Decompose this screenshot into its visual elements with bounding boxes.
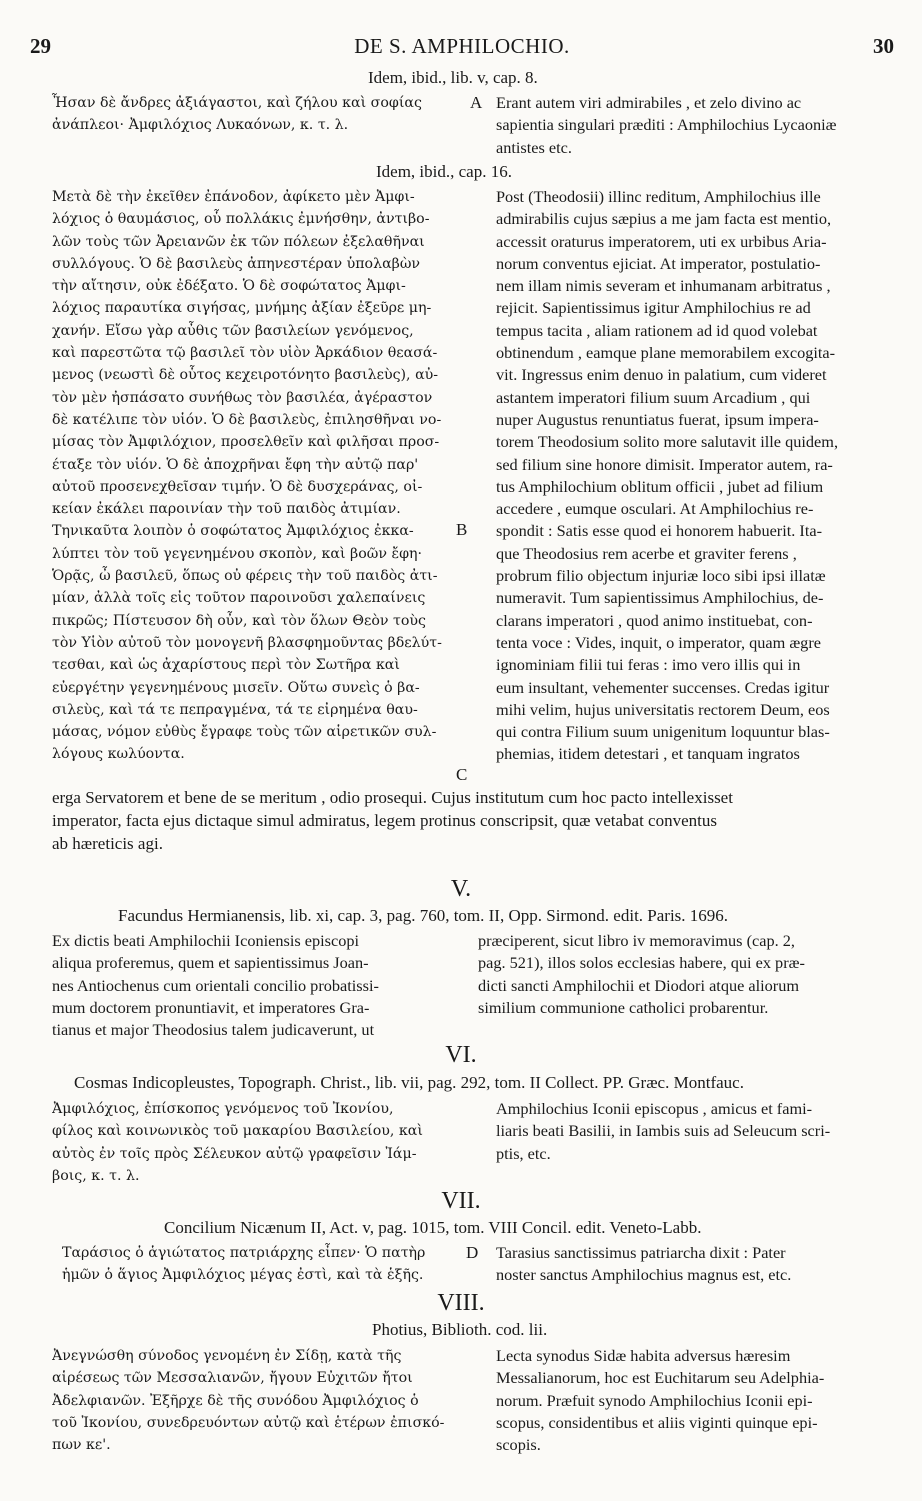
text-line: probrum filio objectum injuriæ loco sibi ipsi illatæ — [496, 566, 826, 586]
text-line: τὴν αἴτησιν, οὐκ ἐδέξατο. Ὁ δὲ σοφώτατος Ἀμφι- — [52, 278, 406, 295]
source-citation-iv-2: Idem, ibid., cap. 16. — [376, 162, 512, 181]
text-line: χανήν. Εἴσω γὰρ αὖθις τῶν βασιλείων γενόμενος, — [52, 322, 414, 339]
text-line: Ἀνεγνώσθη σύνοδος γενομένη ἐν Σίδῃ, κατὰ τῆς — [52, 1348, 402, 1364]
text-line: imperator, facta ejus dictaque simul admiratus, legem protinus conscripsit, quæ vetabat conventus — [52, 811, 717, 830]
text-line: μενος (νεωστὶ δὲ οὗτος κεχειροτόνητο βασιλεὺς), αὐ- — [52, 367, 439, 384]
text-line: Ἀδελφιανῶν. Ἐξῆρχε δὲ τῆς συνόδου Ἀμφιλόχιος ὁ — [52, 1392, 419, 1409]
margin-letter-b: B — [456, 520, 468, 539]
text-line: Erant autem viri admirabiles , et zelo divino ac — [496, 93, 802, 112]
text-line: liaris beati Basilii, in Iambis suis ad Seleucum scri- — [496, 1121, 831, 1141]
text-line: antistes etc. — [496, 137, 572, 157]
greek-text-iv-2 — [52, 186, 466, 766]
text-line: nes Antiochenus cum orientali concilio probatissi- — [52, 975, 379, 995]
text-line: λόχιος παραυτίκα σιγήσας, μνήμης ἀξίαν ἐξεῦρε μη- — [52, 300, 432, 317]
text-line: mum doctorem pronuntiavit, et imperatores Gra- — [52, 997, 370, 1017]
text-line: Amphilochius Iconii episcopus , amicus et fami- — [496, 1099, 813, 1118]
text-line: que Theodosius rem acerbe et graviter ferens , — [496, 543, 797, 563]
text-line: δὲ κατέλιπε τὸν υἱόν. Ὁ δὲ βασιλεὺς, ἐπιλησθῆναι νο- — [52, 411, 442, 428]
text-line: λόγους κωλύοντα. — [52, 746, 185, 763]
text-line: μίαν, ἀλλὰ τοῖς εἰς τοῦτον παροινοῦσι χαλεπαίνεις — [52, 590, 426, 607]
text-line: εὐεργέτην γεγενημένους μισεῖν. Οὕτω συνεὶς ὁ βα- — [52, 679, 420, 696]
text-line: τὸν Υἱὸν αὐτοῦ τὸν μονογενῆ βλασφημοῦντας βδελύτ- — [52, 634, 442, 651]
text-line: αὐτὸς ἐν τοῖς πρὸς Σέλευκον αὐτῷ γραφεῖσιν Ἰάμ- — [52, 1145, 417, 1162]
text-line: πικρῶς; Πίστευσον δὴ οὖν, καὶ τὸν ὅλων Θεὸν τοὺς — [52, 612, 426, 629]
text-line: nuper Augustus renuntiatus fuerat, ipsum impera- — [496, 409, 819, 429]
section-numeral-v: V. — [450, 876, 472, 902]
text-line: σιλεὺς, καὶ τά τε πεπραγμένα, τά τε εἰρημένα θαυ- — [52, 701, 418, 718]
text-line: ptis, etc. — [496, 1143, 551, 1163]
greek-text-iv-1 — [52, 92, 466, 137]
text-line: pag. 521), illos solos ecclesias habere, qui ex præ- — [478, 953, 805, 973]
text-line: ab hæreticis agi. — [52, 834, 163, 853]
text-line: τὸν μὲν ἠσπάσατο συνήθως τὸν βασιλέα, ἀγέραστον — [52, 389, 433, 406]
latin-text-vi — [496, 1098, 880, 1165]
page-number-left: 29 — [30, 34, 51, 58]
text-line: clarans imperatori , quod animo instituebat, con- — [496, 610, 813, 630]
text-line: tempus tacita , aliam rationem ad id quod volebat — [496, 320, 818, 340]
text-line: torem Theodosium solito more salutavit ille quidem, — [496, 432, 839, 452]
latin-text-vii — [496, 1242, 880, 1287]
text-line: phemias, itidem detestari , et tanquam ingratos — [496, 744, 800, 764]
source-citation-viii: Photius, Biblioth. cod. lii. — [372, 1320, 548, 1339]
greek-text-vi — [52, 1098, 466, 1187]
text-line: αὐτοῦ προσενεχθεῖσαν τιμήν. Ὁ δὲ δυσχεράνας, οἰ- — [52, 478, 423, 495]
text-line: nem illam nimis severam et inhumanam arbitratus , — [496, 276, 831, 296]
text-line: qui contra Filium suum unigenitum loquuntur blas- — [496, 722, 830, 742]
text-line: Tarasius sanctissimus patriarcha dixit : Pater — [496, 1243, 786, 1262]
text-line: πων κε'. — [52, 1437, 111, 1454]
running-title: DE S. AMPHILOCHIO. — [354, 34, 570, 58]
text-line: norum conventus ejiciat. At imperator, postulatio- — [496, 253, 821, 273]
source-citation-vi: Cosmas Indicopleustes, Topograph. Christ., lib. vii, pag. 292, tom. II Collect. PP. Græc. Montfauc. — [74, 1073, 744, 1092]
text-line: λῶν τοὺς τῶν Ἀρειανῶν ἐκ τῶν πόλεων ἐξελαθῆναι — [52, 233, 425, 250]
source-citation-vii: Concilium Nicænum II, Act. v, pag. 1015, tom. VIII Concil. edit. Veneto-Labb. — [164, 1218, 702, 1237]
text-line: Messalianorum, hoc est Euchitarum seu Adelphia- — [496, 1368, 825, 1388]
text-line: έταξε τὸν υἱόν. Ὁ δὲ ἀποχρῆναι ἔφη τὴν αὐτῷ παρ' — [52, 456, 419, 473]
text-line: rejicit. Sapientissimus igitur Amphilochius re ad — [496, 298, 811, 318]
text-line: eum insultant, vehementer succenses. Credas igitur — [496, 677, 830, 697]
text-line: obtinendum , eamque plane memorabilem excogita- — [496, 343, 836, 363]
latin-text-iv-2 — [496, 186, 880, 766]
text-line: τοῦ Ἰκονίου, συνεδρευόντων αὐτῷ καὶ ἑτέρων ἐπισκό- — [52, 1414, 445, 1431]
section-numeral-vi: VI. — [445, 1042, 477, 1068]
text-line: Lecta synodus Sidæ habita adversus hæresim — [496, 1346, 791, 1365]
text-line: tus Amphilochium oblitum officii , jubet ad filium — [496, 476, 824, 496]
latin-text-iv-1 — [496, 92, 880, 159]
text-line: scopus, considentibus et aliis viginti quinque epi- — [496, 1412, 818, 1432]
section-numeral-viii: VIII. — [437, 1290, 485, 1316]
text-line: dicti sancti Amphilochii et Diodori atque aliorum — [478, 975, 800, 995]
text-line: Ἀμφιλόχιος, ἐπίσκοπος γενόμενος τοῦ Ἰκονίου, — [52, 1101, 394, 1117]
greek-text-vii — [62, 1242, 466, 1287]
text-line: similium communione catholici probarentur. — [478, 997, 769, 1017]
source-citation-iv-1: Idem, ibid., lib. v, cap. 8. — [368, 68, 538, 87]
source-citation-v: Facundus Hermianensis, lib. xi, cap. 3, pag. 760, tom. II, Opp. Sirmond. edit. Paris. 1696. — [118, 906, 729, 925]
greek-text-viii — [52, 1345, 466, 1456]
text-line: mihi velim, hujus universitatis rectorem Deum, eos — [496, 699, 830, 719]
text-line: καὶ παρεστῶτα τῷ βασιλεῖ τὸν υἱὸν Ἀρκάδιον θεασά- — [52, 345, 438, 362]
text-line: spondit : Satis esse quod ei honorem habuerit. Ita- — [496, 521, 823, 541]
text-line: numeravit. Tum sapientissimus Amphilochius, de- — [496, 588, 824, 608]
text-line: erga Servatorem et bene de se meritum , odio prosequi. Cujus institutum cum hoc pacto intellexisset — [52, 788, 733, 807]
section-numeral-vii: VII. — [441, 1188, 481, 1214]
text-line: noster sanctus Amphilochius magnus est, etc. — [496, 1265, 792, 1285]
text-line: sapientia singulari præditi : Amphilochius Lycaoniæ — [496, 115, 837, 135]
text-line: φίλος καὶ κοινωνικὸς τοῦ μακαρίου Βασιλείου, καὶ — [52, 1123, 423, 1140]
running-header — [30, 34, 894, 60]
text-line: μάσας, νόμον εὐθὺς ἔγραφε τοὺς τῶν αἱρετικῶν συλ- — [52, 724, 437, 741]
text-line: τεσθαι, καὶ ὡς ἀχαρίστους περὶ τὸν Σωτῆρα καὶ — [52, 657, 400, 674]
text-line: Ὁρᾷς, ὦ βασιλεῦ, ὅπως οὐ φέρεις τὴν τοῦ παιδὸς ἀτι- — [52, 568, 438, 585]
text-line: κείαν ἐκάλει παροινίαν τὴν τοῦ παιδὸς ἀτιμίαν. — [52, 501, 401, 518]
text-line: sed filium sine honore dimisit. Imperator autem, ra- — [496, 454, 833, 474]
latin-text-viii — [496, 1345, 880, 1456]
page-number-right: 30 — [873, 34, 894, 58]
text-line: Post (Theodosii) illinc reditum, Amphilochius ille — [496, 187, 821, 206]
text-line: accedere , eumque osculari. At Amphilochius re- — [496, 499, 814, 519]
text-line: admirabilis cujus sæpius a me jam facta est mentio, — [496, 209, 832, 229]
text-line: scopis. — [496, 1435, 541, 1455]
text-line: Μετὰ δὲ τὴν ἐκεῖθεν ἐπάνοδον, ἀφίκετο μὲν Ἀμφι- — [52, 189, 415, 205]
text-line: Τηνικαῦτα λοιπὸν ὁ σοφώτατος Ἀμφιλόχιος ἐκκα- — [52, 523, 414, 540]
text-line: λόχιος ὁ θαυμάσιος, οὗ πολλάκις ἐμνήσθην, ἀντιβο- — [52, 211, 430, 228]
text-line: accessit oraturus imperatorem, uti ex urbibus Aria- — [496, 231, 827, 251]
text-line: ἡμῶν ὁ ἅγιος Ἀμφιλόχιος μέγας ἐστὶ, καὶ τὰ ἑξῆς. — [62, 1267, 424, 1284]
text-line: Ταράσιος ὁ ἁγιώτατος πατριάρχης εἶπεν· Ὁ πατὴρ — [62, 1245, 426, 1261]
margin-letter-d: D — [466, 1243, 479, 1262]
text-line: aliqua proferemus, quem et sapientissimus Joan- — [52, 953, 369, 973]
text-line: λύπτει τὸν τοῦ γεγενημένου σκοπὸν, καὶ βοῶν ἔφη· — [52, 545, 423, 562]
latin-text-v-left — [52, 930, 466, 1041]
text-line: μίσας τὸν Ἀμφιλόχιον, προσελθεῖν καὶ φιλῆσαι προσ- — [52, 434, 440, 451]
text-line: βοις, κ. τ. λ. — [52, 1167, 140, 1184]
margin-letter-c: C — [456, 765, 468, 784]
text-line: astantem imperatori filium suum Arcadium , qui — [496, 387, 811, 407]
text-line: norum. Præfuit synodo Amphilochius Iconii epi- — [496, 1390, 813, 1410]
margin-letter-a: A — [470, 93, 483, 112]
text-line: αἱρέσεως τῶν Μεσσαλιανῶν, ἤγουν Εὐχιτῶν ἤτοι — [52, 1370, 413, 1387]
latin-continuation-iv — [52, 786, 888, 855]
text-line: ignominiam filii tui feras : imo vero illis qui in — [496, 655, 801, 675]
text-line: Ἦσαν δὲ ἄνδρες ἀξιάγαστοι, καὶ ζήλου καὶ σοφίας — [52, 95, 422, 111]
text-line: Ex dictis beati Amphilochii Iconiensis episcopi — [52, 931, 360, 950]
text-line: tenta voce : Vides, inquit, o imperator, quam ægre — [496, 632, 821, 652]
latin-text-v-right — [478, 930, 882, 1019]
text-line: vit. Ingressus enim denuo in palatium, cum videret — [496, 365, 827, 385]
text-line: præciperent, sicut libro iv memoravimus (cap. 2, — [478, 931, 795, 950]
text-line: ἀνάπλεοι· Ἀμφιλόχιος Λυκαόνων, κ. τ. λ. — [52, 117, 349, 134]
text-line: tianus et major Theodosius talem judicaverunt, ut — [52, 1020, 375, 1040]
text-line: συλλόγους. Ὁ δὲ βασιλεὺς ἀπηνεστέραν ὑπολαβὼν — [52, 255, 421, 272]
